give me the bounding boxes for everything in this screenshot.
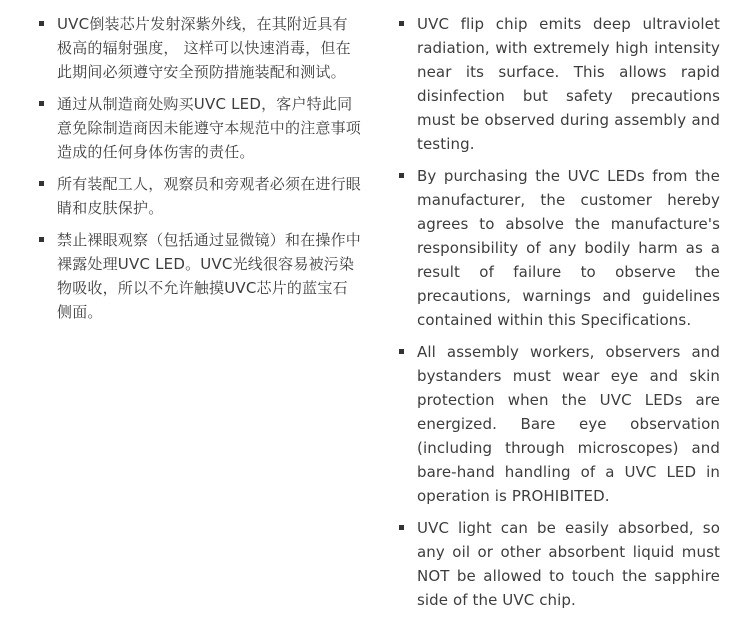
list-item [36,92,362,164]
list-item [36,12,362,84]
list-item [36,228,362,324]
note-text: 通过从制造商处购买UVC LED，客户特此同意免除制造商因未能遵守本规范中的注意事项造成的任何身体伤害的责任。 [57,95,362,161]
note-text: All assembly workers, observers and bystanders must wear eye and skin protection when the UVC LEDs are energized. Bare eye observation (including through microscopes) and bare-hand handling of a UVC LED in operation is PROHIBITED. [417,343,720,505]
list-item [36,172,362,220]
note-text: By purchasing the UVC LEDs from the manufacturer, the customer hereby agrees to absolve the manufacture's responsibility of any bodily harm as a result of failure to observe the precautions, warnings and guidelines contained within this Specifications. [417,167,720,329]
square-bullet-icon [399,525,404,530]
chinese-notes-list [36,12,362,332]
square-bullet-icon [399,21,404,26]
list-item [396,164,720,332]
note-text: UVC light can be easily absorbed, so any oil or other absorbent liquid must NOT be allowed to touch the sapphire side of the UVC chip. [417,519,720,609]
square-bullet-icon [39,101,44,106]
note-text: 禁止裸眼观察（包括通过显微镜）和在操作中裸露处理UVC LED。UVC光线很容易被污染物吸收，所以不允许触摸UVC芯片的蓝宝石侧面。 [57,231,362,321]
note-text: UVC倒装芯片发射深紫外线，在其附近具有极高的辐射强度， 这样可以快速消毒，但在此期间必须遵守安全预防措施装配和测试。 [57,15,351,81]
square-bullet-icon [39,21,44,26]
list-item [396,516,720,612]
note-text: 所有装配工人，观察员和旁观者必须在进行眼睛和皮肤保护。 [57,175,362,217]
note-text: UVC flip chip emits deep ultraviolet radiation, with extremely high intensity near its surface. This allows rapid disinfection but safety precautions must be observed during assembly and testing. [417,15,720,153]
square-bullet-icon [399,173,404,178]
square-bullet-icon [39,237,44,242]
square-bullet-icon [39,181,44,186]
square-bullet-icon [399,349,404,354]
english-notes-list [396,12,720,620]
list-item [396,12,720,156]
list-item [396,340,720,508]
